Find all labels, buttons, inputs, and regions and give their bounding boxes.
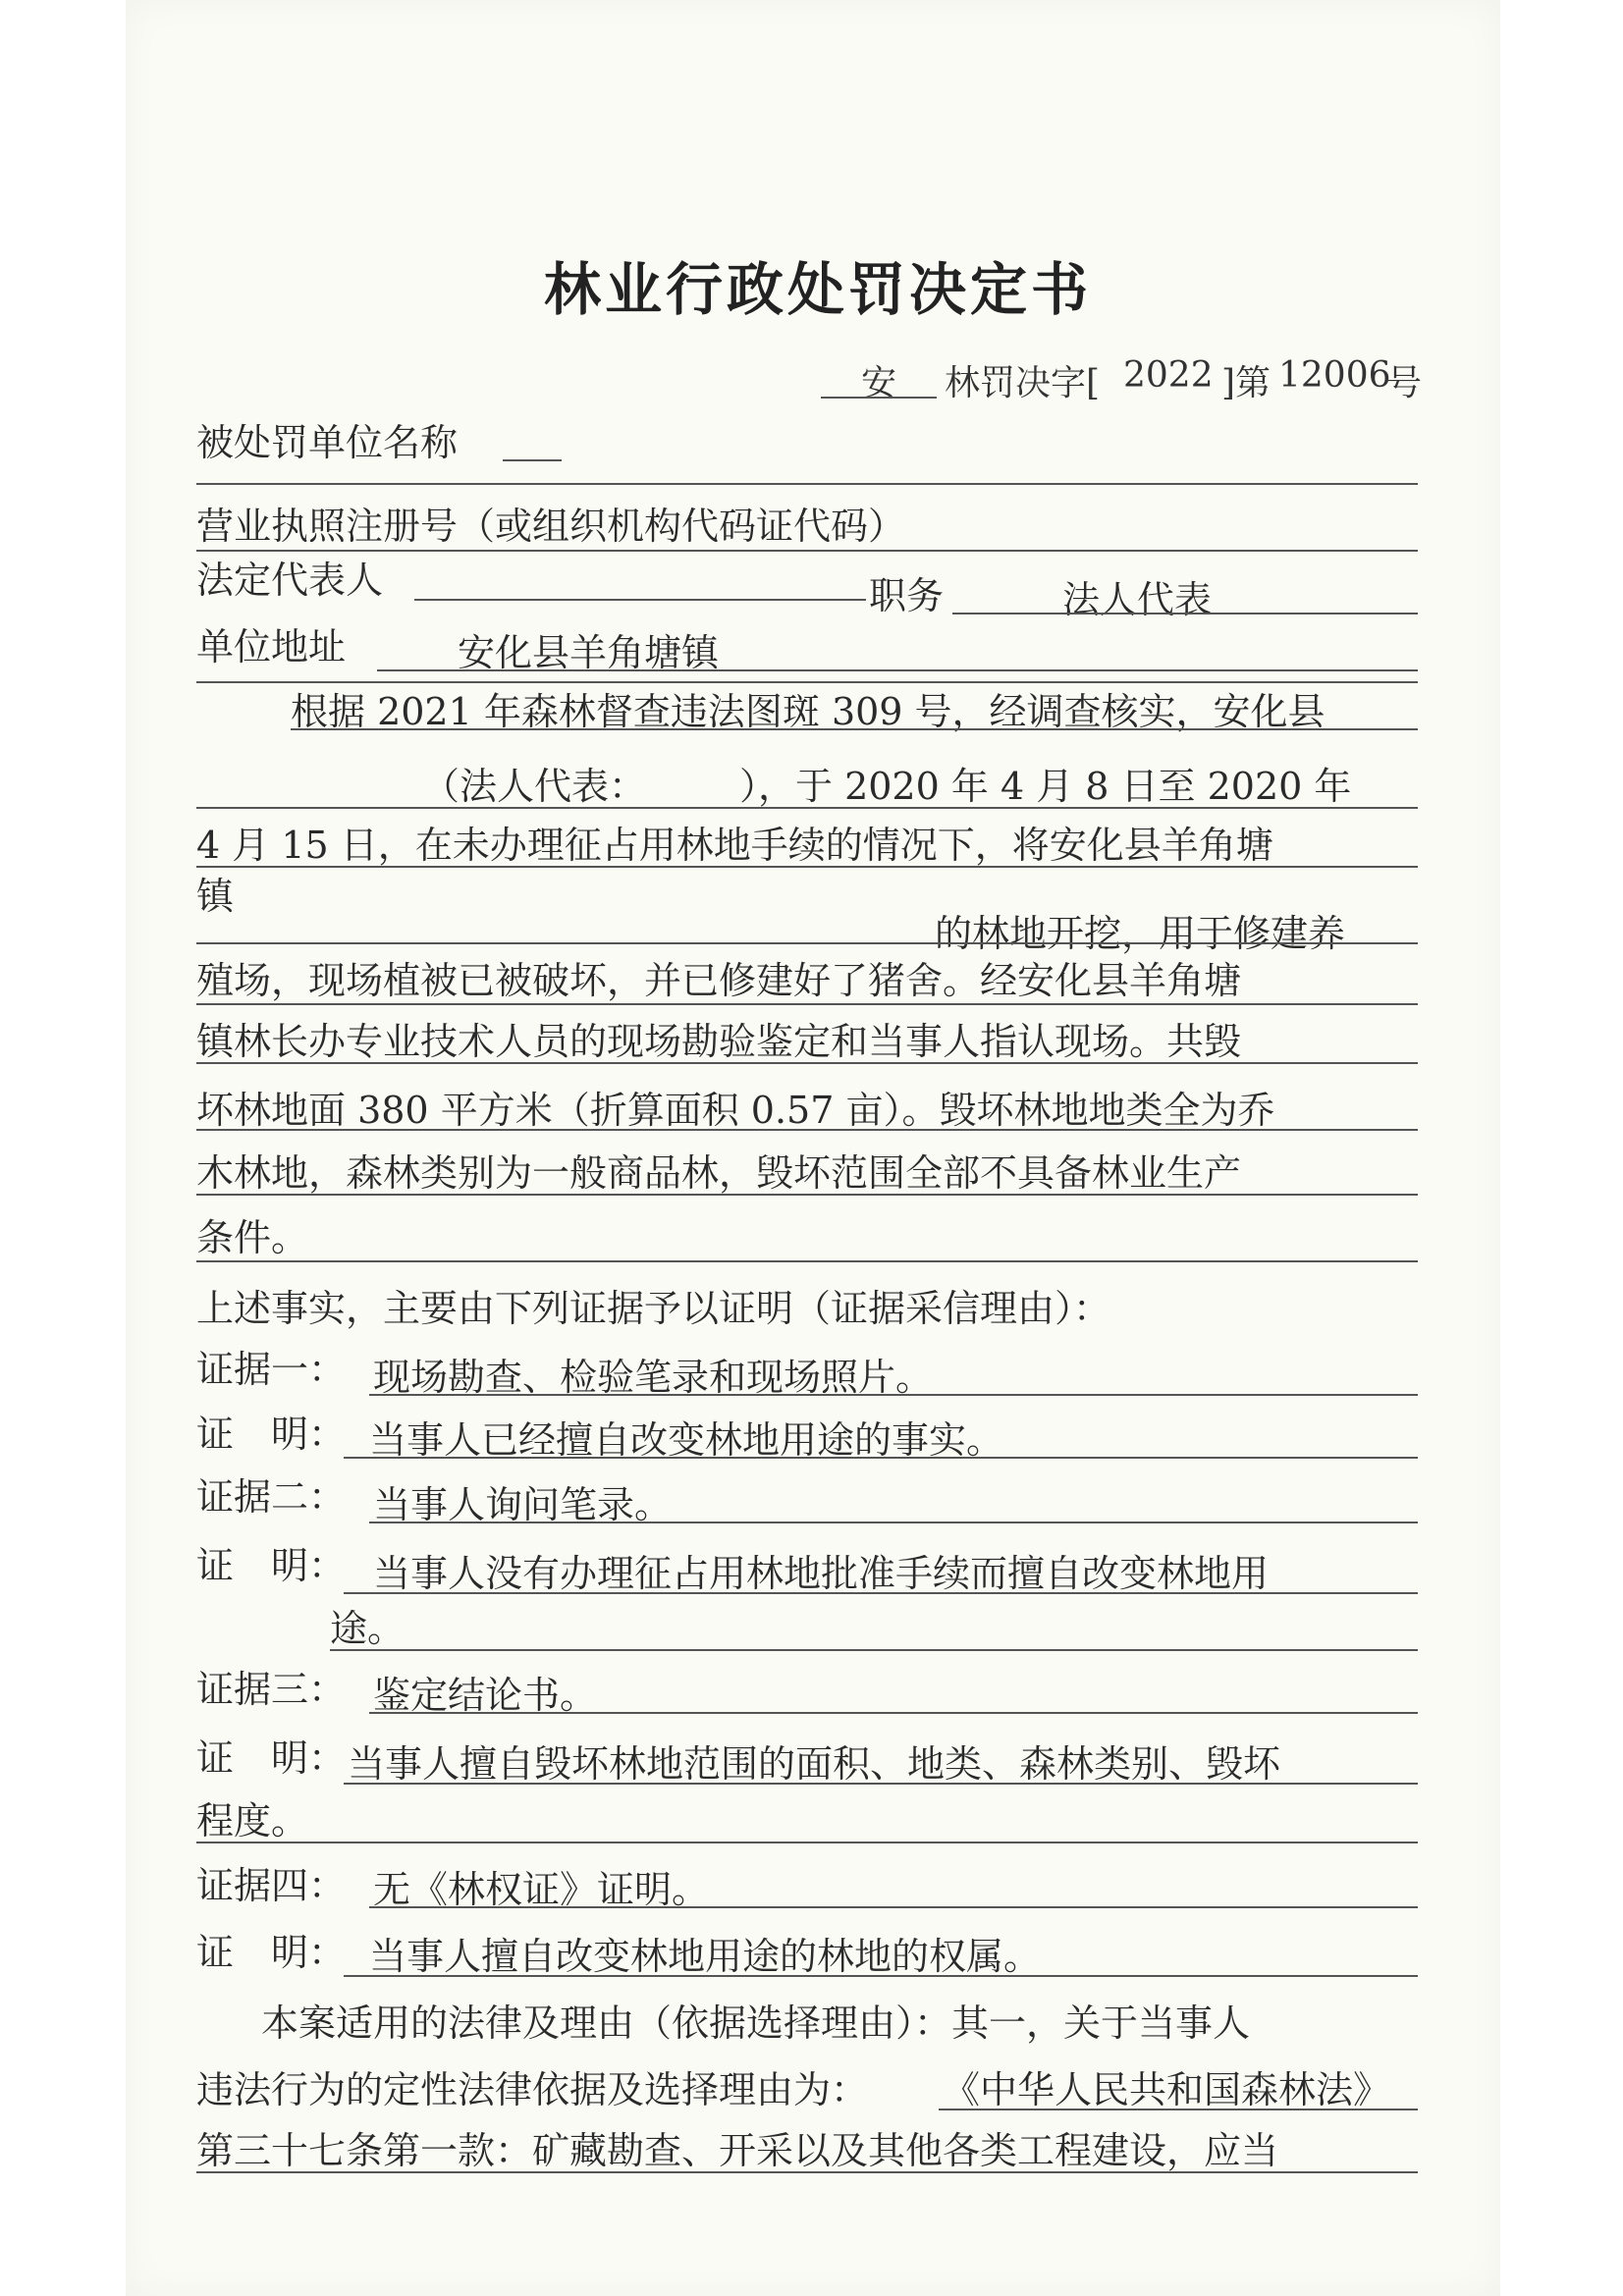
facts-rule-9 (196, 1260, 1418, 1262)
facts-line-4b: 的林地开挖，用于修建养 (935, 912, 1346, 955)
proof-4-label: 证 明： (196, 1931, 347, 1974)
legal-rep-label: 法定代表人 (196, 559, 384, 602)
evidence-3-label: 证据三： (196, 1668, 347, 1711)
position-underline (952, 613, 1418, 614)
evidence-4-underline (369, 1906, 1418, 1908)
unit-name-rule (196, 483, 1418, 485)
evidence-2-text: 当事人询问笔录。 (373, 1483, 673, 1526)
doc-number-prefix: 林罚决字[ (945, 363, 1101, 403)
facts-line-2: （法人代表： ），于 2020 年 4 月 8 日至 2020 年 (422, 765, 1352, 808)
proof-3-underline-2 (196, 1842, 1418, 1843)
evidence-1-label: 证据一： (196, 1348, 347, 1391)
facts-rule-2 (196, 807, 1418, 809)
facts-line-3: 4 月 15 日，在未办理征占用林地手续的情况下，将安化县羊角塘 (196, 824, 1273, 867)
address-value: 安化县羊角塘镇 (458, 631, 720, 674)
doc-number-agency-underline (821, 397, 937, 399)
proof-3-text-1: 当事人擅自毁坏林地范围的面积、地类、森林类别、毁坏 (348, 1742, 1281, 1786)
facts-line-8: 木林地，森林类别为一般商品林，毁坏范围全部不具备林业生产 (196, 1151, 1242, 1195)
evidence-1-text: 现场勘查、检验笔录和现场照片。 (373, 1356, 934, 1399)
proof-3-underline-1 (344, 1783, 1418, 1785)
facts-line-1: 根据 2021 年森林督查违法图斑 309 号，经调查核实，安化县 (291, 690, 1325, 733)
doc-number-suffix: 号 (1386, 363, 1423, 403)
proof-1-text: 当事人已经擅自改变林地用途的事实。 (369, 1418, 1004, 1462)
position-label: 职务 (869, 574, 945, 617)
facts-line-5: 殖场，现场植被已被破坏，并已修建好了猪舍。经安化县羊角塘 (196, 959, 1242, 1002)
legal-rep-underline (414, 599, 866, 601)
doc-number-agency: 安 (861, 363, 897, 403)
proof-3-label: 证 明： (196, 1736, 347, 1780)
law-line-3: 第三十七条第一款：矿藏勘查、开采以及其他各类工程建设，应当 (196, 2129, 1279, 2172)
proof-2-text-2: 途。 (330, 1607, 406, 1650)
unit-name-underline (503, 459, 562, 461)
proof-4-underline (344, 1975, 1418, 1977)
proof-3-text-2: 程度。 (196, 1799, 309, 1842)
unit-name-label: 被处罚单位名称 (196, 421, 459, 464)
doc-number-year: 2022 (1123, 355, 1214, 396)
proof-2-underline-1 (344, 1592, 1418, 1594)
facts-rule-1 (291, 728, 1418, 730)
law-line-2-title: 《中华人民共和国森林法》 (943, 2068, 1391, 2111)
license-label: 营业执照注册号（或组织机构代码证代码） (196, 505, 906, 548)
evidence-3-text: 鉴定结论书。 (373, 1674, 598, 1717)
facts-line-9: 条件。 (196, 1216, 309, 1259)
proof-1-label: 证 明： (196, 1413, 347, 1456)
facts-rule-3 (196, 866, 1418, 868)
law-line-2: 违法行为的定性法律依据及选择理由为： (196, 2068, 869, 2111)
page-title: 林业行政处罚决定书 (544, 256, 1093, 323)
facts-line-7: 坏林地面 380 平方米（折算面积 0.57 亩）。毁坏林地地类全为乔 (196, 1089, 1275, 1132)
proof-2-underline-2 (330, 1649, 1418, 1651)
law-line-3-underline (196, 2171, 1418, 2173)
evidence-1-underline (369, 1394, 1418, 1396)
address-underline (377, 669, 1418, 671)
facts-rule-8 (196, 1194, 1418, 1196)
evidence-4-text: 无《林权证》证明。 (373, 1868, 710, 1911)
evidence-2-underline (369, 1522, 1418, 1523)
address-label: 单位地址 (196, 625, 347, 668)
facts-line-6: 镇林长办专业技术人员的现场勘验鉴定和当事人指认现场。共毁 (196, 1020, 1242, 1063)
facts-rule-7 (196, 1129, 1418, 1131)
facts-rule-4 (196, 942, 1418, 944)
law-line-2-underline (939, 2109, 1418, 2110)
facts-rule-6 (196, 1062, 1418, 1064)
law-line-1: 本案适用的法律及理由（依据选择理由）：其一，关于当事人 (261, 2002, 1251, 2045)
proof-1-underline (344, 1457, 1418, 1459)
doc-number-value: 12006 (1278, 355, 1391, 396)
facts-line-4a: 镇 (196, 875, 235, 918)
proof-2-text-1: 当事人没有办理征占用林地批准手续而擅自改变林地用 (373, 1552, 1270, 1595)
position-value: 法人代表 (1062, 578, 1213, 621)
evidence-3-underline (369, 1712, 1418, 1714)
evidence-4-label: 证据四： (196, 1864, 347, 1907)
proof-4-text: 当事人擅自改变林地用途的林地的权属。 (369, 1935, 1042, 1978)
proof-2-label: 证 明： (196, 1544, 347, 1587)
evidence-intro: 上述事实，主要由下列证据予以证明（证据采信理由）： (196, 1287, 1111, 1330)
doc-number-mid: ]第 (1221, 363, 1271, 403)
evidence-2-label: 证据二： (196, 1475, 347, 1519)
facts-rule-5 (196, 1003, 1418, 1005)
